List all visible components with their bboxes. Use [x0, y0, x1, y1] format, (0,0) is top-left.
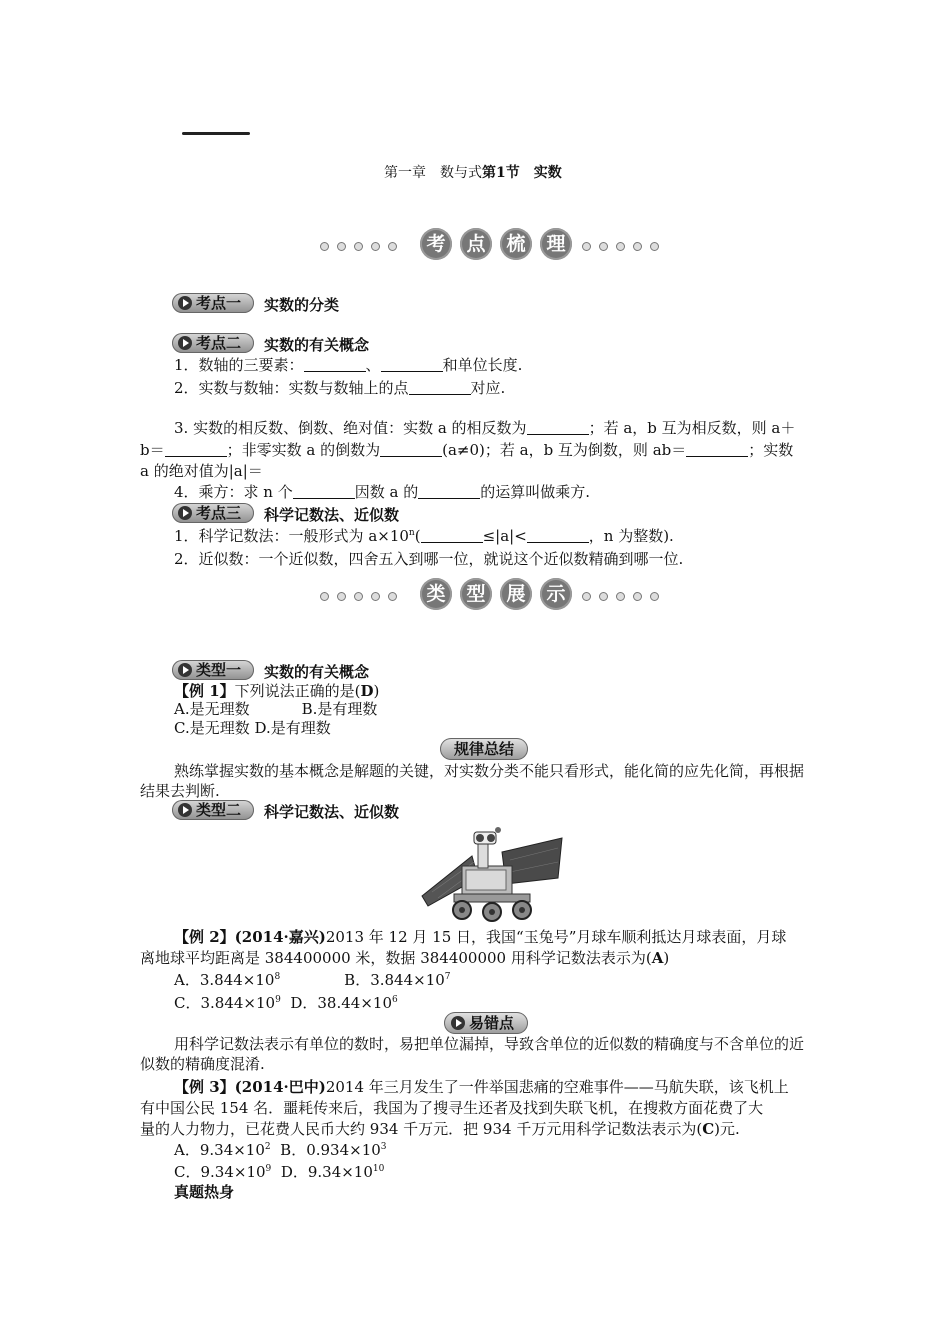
text-line: a 的绝对值为|a|＝ — [140, 462, 263, 480]
banner-dots-left — [320, 242, 397, 251]
fill-blank — [421, 528, 483, 543]
banner-char: 理 — [540, 228, 572, 260]
banner-dots-right — [582, 592, 659, 601]
banner-char: 展 — [500, 578, 532, 610]
banner-kaodian — [320, 228, 660, 264]
page-header — [384, 162, 562, 182]
banner-char: 考 — [420, 228, 452, 260]
fill-blank — [381, 357, 443, 372]
text-line: 2．实数与数轴：实数与数轴上的点 对应. — [174, 379, 506, 397]
heading-kaodian-2: 实数的有关概念 — [264, 336, 370, 354]
tag-label: 类型一 — [196, 661, 242, 679]
play-icon — [178, 296, 192, 310]
play-icon — [178, 803, 192, 817]
tag-leixing-1 — [172, 660, 254, 680]
example-2-options: C．$3.844\times 10^9$ D．$38.44\times 10^6$ — [174, 994, 398, 1012]
banner-char: 示 — [540, 578, 572, 610]
fill-blank — [380, 442, 442, 457]
fill-blank — [686, 442, 748, 457]
text-line: 1．科学记数法：一般形式为 $a\times 10^n( \le|a|<$ ，n 为整数). — [174, 527, 674, 545]
fill-blank — [293, 484, 355, 499]
section-label-zhenti: 真题热身 — [174, 1183, 235, 1201]
fill-blank — [418, 484, 480, 499]
play-icon — [178, 506, 192, 520]
text-line: 1．数轴的三要素： 、 和单位长度. — [174, 356, 523, 374]
banner-dots-right — [582, 242, 659, 251]
example-2-options: A．$3.844\times 10^8$ B．$3.844\times 10^7$ — [174, 971, 451, 989]
section-title: 第1节 实数 — [482, 165, 562, 181]
banner-char: 点 — [460, 228, 492, 260]
example-3-line: 有中国公民 154 名．噩耗传来后，我国为了搜寻生还者及找到失联飞机，在搜救方面花费了大 — [140, 1099, 764, 1117]
example-3-options: C．$9.34\times 10^9$ D．$9.34\times 10^{10}$ — [174, 1163, 385, 1181]
heading-leixing-2: 科学记数法、近似数 — [264, 803, 400, 821]
play-icon — [178, 663, 192, 677]
text-line: b＝ ；非零实数 a 的倒数为 (a≠0)；若 a，b 互为倒数，则 ab＝ ；实数 — [140, 441, 794, 459]
text-line: 2．近似数：一个近似数，四舍五入到哪一位，就说这个近似数精确到哪一位. — [174, 550, 684, 568]
heading-leixing-1: 实数的有关概念 — [264, 663, 370, 681]
example-3-options: A．$9.34\times 10^2$ B．$0.934\times 10^3$ — [174, 1141, 387, 1159]
banner-dots-left — [320, 592, 397, 601]
chapter-title: 第一章 数与式 — [384, 165, 482, 181]
text-line: 4．乘方：求 n 个 因数 a 的 的运算叫做乘方. — [174, 483, 591, 501]
banner-char: 型 — [460, 578, 492, 610]
example-1-options: A.是无理数 B.是有理数 — [174, 700, 378, 718]
play-icon — [451, 1016, 465, 1030]
text-line: 3. 实数的相反数、倒数、绝对值：实数 a 的相反数为 ；若 a，b 互为相反数，则 a＋ — [174, 419, 796, 437]
tag-kaodian-3 — [172, 503, 254, 523]
play-icon — [178, 336, 192, 350]
example-1-options: C.是无理数 D.是有理数 — [174, 719, 331, 737]
answer: A — [651, 949, 664, 967]
tag-kaodian-2 — [172, 333, 254, 353]
example-2-line: 【例 2】(2014·嘉兴)2013 年 12 月 15 日，我国“玉兔号”月球车顺利抵达月球表面，月球 — [174, 928, 787, 946]
heading-kaodian-3: 科学记数法、近似数 — [264, 506, 400, 524]
heading-kaodian-1: 实数的分类 — [264, 296, 340, 314]
banner-char: 梳 — [500, 228, 532, 260]
rule-summary-text: 熟练掌握实数的基本概念是解题的关键，对实数分类不能只看形式，能化简的应先化简，再根据结果去判断. — [140, 762, 805, 800]
fill-blank — [165, 442, 227, 457]
example-3-line: 量的人力物力，已花费人民币大约 934 千万元．把 934 千万元用科学记数法表示为(C)元. — [140, 1120, 740, 1138]
tag-label: 考点三 — [196, 504, 242, 522]
example-2-line: 离地球平均距离是 384400000 米，数据 384400000 用科学记数法表示为(A) — [140, 949, 670, 967]
tag-kaodian-1 — [172, 293, 254, 313]
banner-leixing — [320, 578, 660, 614]
fill-blank — [527, 420, 589, 435]
fill-blank — [527, 528, 589, 543]
tag-label: 类型二 — [196, 801, 242, 819]
answer: D — [360, 682, 374, 700]
pitfall-label: 易错点 — [444, 1012, 528, 1034]
banner-char: 类 — [420, 578, 452, 610]
tag-label: 考点一 — [196, 294, 242, 312]
tag-label: 考点二 — [196, 334, 242, 352]
top-decoration — [182, 132, 250, 135]
rule-summary-label: 规律总结 — [440, 738, 528, 760]
tag-leixing-2 — [172, 800, 254, 820]
fill-blank — [304, 357, 366, 372]
fill-blank — [409, 380, 471, 395]
example-3-line: 【例 3】(2014·巴中)2014 年三月发生了一件举国悲痛的空难事件——马航失联，该飞机上 — [174, 1078, 789, 1096]
answer: C — [702, 1120, 715, 1138]
example-1-stem: 【例 1】下列说法正确的是(D) — [174, 682, 380, 700]
pitfall-text: 用科学记数法表示有单位的数时，易把单位漏掉，导致含单位的近似数的精确度与不含单位的近似数的精确度混淆. — [140, 1035, 805, 1073]
lunar-rover-image — [418, 826, 566, 924]
